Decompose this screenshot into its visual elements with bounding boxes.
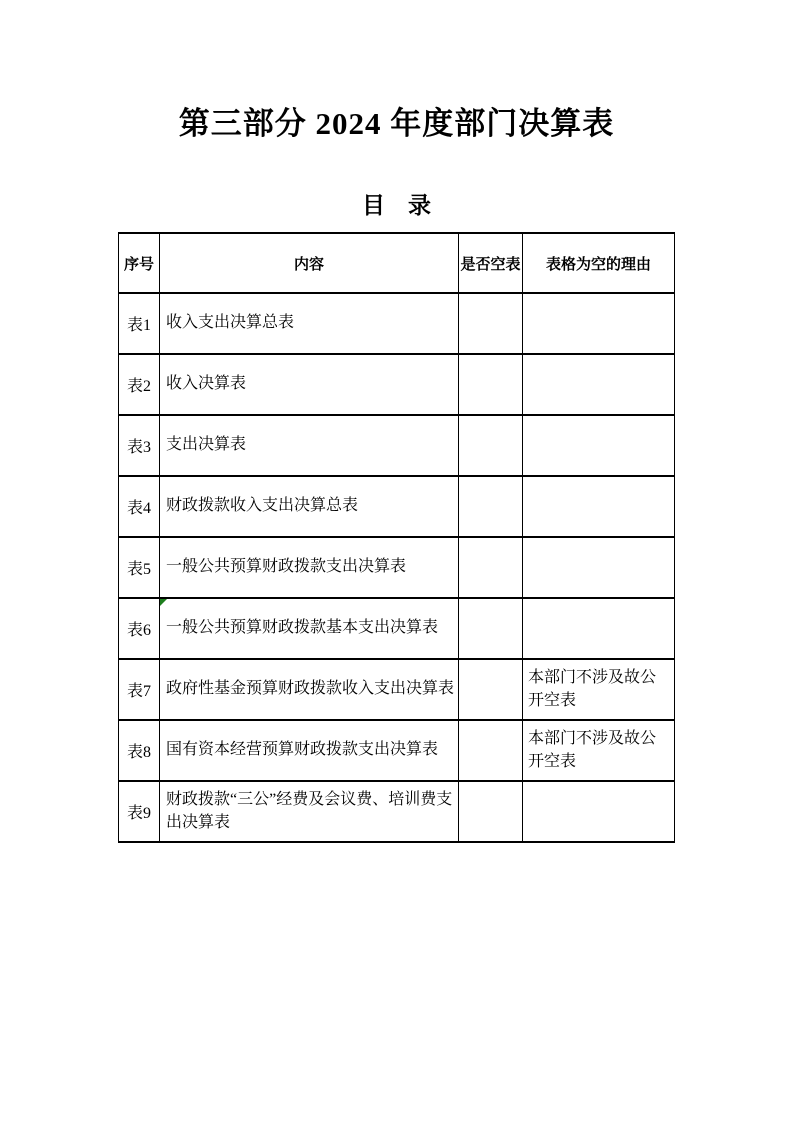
row-is-empty [459, 415, 523, 476]
row-is-empty [459, 293, 523, 354]
row-reason [523, 781, 675, 842]
row-is-empty [459, 537, 523, 598]
row-no: 表1 [119, 293, 160, 354]
column-header-is-empty: 是否空表 [459, 233, 523, 293]
row-no: 表9 [119, 781, 160, 842]
row-content: 一般公共预算财政拨款支出决算表 [160, 537, 459, 598]
row-is-empty [459, 720, 523, 781]
row-content: 收入支出决算总表 [160, 293, 459, 354]
table-row [119, 354, 675, 415]
row-content [160, 598, 459, 659]
row-reason [523, 354, 675, 415]
row-reason [523, 293, 675, 354]
row-content: 财政拨款收入支出决算总表 [160, 476, 459, 537]
table-row [119, 476, 675, 537]
row-no: 表7 [119, 659, 160, 720]
toc-heading: 目 录 [362, 192, 431, 218]
row-no: 表4 [119, 476, 160, 537]
page-title: 第三部分 2024 年度部门决算表 [178, 106, 615, 141]
row-is-empty [459, 598, 523, 659]
toc-table [118, 232, 675, 843]
table-row [119, 537, 675, 598]
row-content: 政府性基金预算财政拨款收入支出决算表 [160, 659, 459, 720]
row-content: 财政拨款“三公”经费及会议费、培训费支出决算表 [160, 781, 459, 842]
table-row [119, 293, 675, 354]
row-reason: 本部门不涉及故公开空表 [523, 720, 675, 781]
row-reason [523, 537, 675, 598]
table-row [119, 659, 675, 720]
row-reason [523, 598, 675, 659]
row-content: 支出决算表 [160, 415, 459, 476]
row-reason [523, 415, 675, 476]
row-is-empty [459, 354, 523, 415]
table-header-row [119, 233, 675, 293]
table-row [119, 415, 675, 476]
row-no: 表2 [119, 354, 160, 415]
row-no: 表8 [119, 720, 160, 781]
row-reason [523, 476, 675, 537]
row-content: 国有资本经营预算财政拨款支出决算表 [160, 720, 459, 781]
table-row [119, 781, 675, 842]
column-header-content: 内容 [160, 233, 459, 293]
row-content-text: 一般公共预算财政拨款基本支出决算表 [166, 619, 439, 637]
cell-comment-marker [160, 599, 167, 606]
table-row [119, 720, 675, 781]
row-no: 表6 [119, 598, 160, 659]
row-is-empty [459, 476, 523, 537]
row-reason: 本部门不涉及故公开空表 [523, 659, 675, 720]
row-content: 收入决算表 [160, 354, 459, 415]
table-row [119, 598, 675, 659]
row-is-empty [459, 659, 523, 720]
row-no: 表5 [119, 537, 160, 598]
column-header-no: 序号 [119, 233, 160, 293]
column-header-reason: 表格为空的理由 [523, 233, 675, 293]
row-no: 表3 [119, 415, 160, 476]
row-is-empty [459, 781, 523, 842]
